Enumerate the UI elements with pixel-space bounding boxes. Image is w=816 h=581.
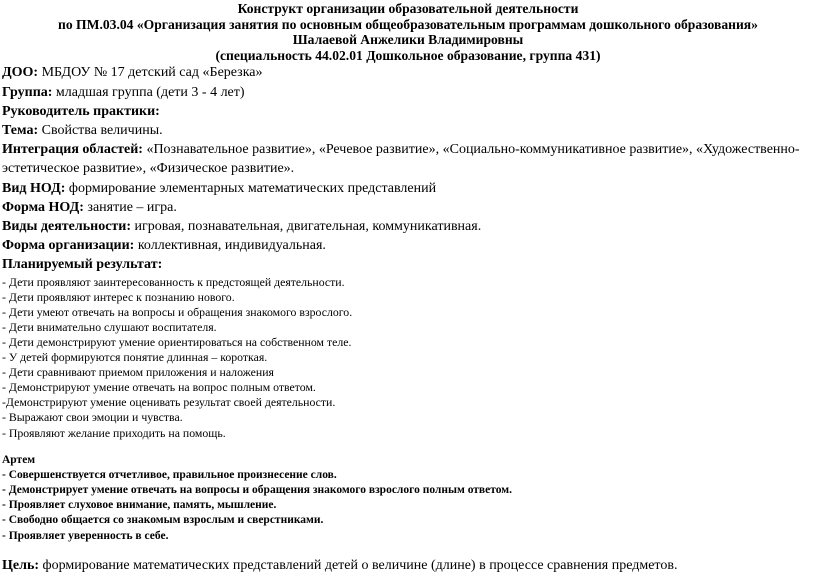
field-doo-value: МБДОУ № 17 детский сад «Березка»	[38, 65, 263, 81]
artem-name: Артем	[2, 453, 36, 466]
goal-value: формирование математических представлений детей о величине (длине) в процессе сравнения предметов.	[39, 557, 678, 573]
goal-label: Цель:	[2, 557, 40, 573]
goal	[2, 557, 816, 575]
list-item: - Проявляют желание приходить на помощь.	[2, 425, 226, 440]
field-activity-label: Виды деятельности:	[2, 219, 132, 234]
artem-section	[2, 453, 816, 544]
list-item: - Совершенствуется отчетливое, правильное произнесение слов.	[2, 468, 337, 481]
field-integration-label: Интеграция областей:	[2, 142, 143, 158]
field-nod-form	[2, 198, 816, 217]
document-body	[0, 63, 816, 574]
field-doo-label: ДОО:	[2, 65, 39, 81]
field-result	[2, 255, 816, 274]
list-item: - Проявляет слуховое внимание, память, мышление.	[2, 499, 277, 512]
field-topic-value: Свойства величины.	[38, 122, 163, 138]
list-item: -Демонстрируют умение оценивать результат своей деятельности.	[2, 395, 336, 410]
field-doo	[2, 63, 816, 82]
field-supervisor	[2, 102, 816, 121]
list-item: - Свободно общается со знакомым взрослым и сверстниками.	[2, 514, 324, 527]
list-item: - Проявляет уверенность в себе.	[2, 529, 169, 542]
field-supervisor-label: Руководитель практики:	[2, 103, 160, 119]
field-topic	[2, 121, 816, 140]
list-item: - Дети демонстрируют умение ориентироваться на собственном теле.	[2, 334, 352, 349]
list-item: - Демонстрирует умение отвечать на вопросы и обращения знакомого взрослого полным ответом.	[2, 484, 512, 497]
field-nod-type	[2, 179, 816, 198]
field-group-label: Группа:	[2, 84, 53, 100]
list-item: - Дети проявляют интерес к познанию нового.	[2, 289, 235, 304]
field-activity	[2, 217, 816, 236]
field-org-form-label: Форма организации:	[2, 238, 135, 254]
header-line-2: по ПМ.03.04 «Организация занятия по основным общеобразовательным программам дошкольного образования»	[58, 16, 758, 32]
document-header	[0, 0, 816, 63]
field-group	[2, 83, 816, 102]
field-nod-form-label: Форма НОД:	[2, 199, 84, 215]
results-list	[2, 275, 816, 441]
list-item: - Дети проявляют заинтересованность к предстоящей деятельности.	[2, 274, 345, 289]
field-integration	[2, 140, 802, 178]
field-org-form	[2, 236, 816, 255]
list-item: - Дети внимательно слушают воспитателя.	[2, 319, 217, 334]
field-nod-type-label: Вид НОД:	[2, 180, 66, 196]
header-line-3: Шалаевой Анжелики Владимировны	[292, 32, 524, 48]
list-item: - Дети умеют отвечать на вопросы и обращения знакомого взрослого.	[2, 304, 353, 319]
field-group-value: младшая группа (дети 3 - 4 лет)	[52, 84, 245, 100]
field-integration-value: «Познавательное развитие», «Речевое развитие», «Социально-коммуникативное развитие», «Художественно-эстетическое развитие», «Физическое развитие».	[2, 142, 800, 177]
list-item: - У детей формируются понятие длинная – короткая.	[2, 350, 268, 365]
field-nod-type-value: формирование элементарных математических представлений	[65, 180, 437, 196]
field-activity-value: игровая, познавательная, двигательная, коммуникативная.	[131, 219, 482, 234]
list-item: - Демонстрируют умение отвечать на вопрос полным ответом.	[2, 380, 316, 395]
header-line-1: Конструкт организации образовательной деятельности	[237, 1, 579, 16]
field-nod-form-value: занятие – игра.	[83, 199, 177, 215]
list-item: - Выражают свои эмоции и чувства.	[2, 410, 183, 425]
field-org-form-value: коллективная, индивидуальная.	[134, 238, 326, 254]
header-line-4: (специальность 44.02.01 Дошкольное образование, группа 431)	[215, 47, 601, 63]
list-item: - Дети сравнивают приемом приложения и наложения	[2, 365, 274, 380]
field-topic-label: Тема:	[2, 122, 39, 138]
field-result-label: Планируемый результат:	[2, 257, 163, 273]
